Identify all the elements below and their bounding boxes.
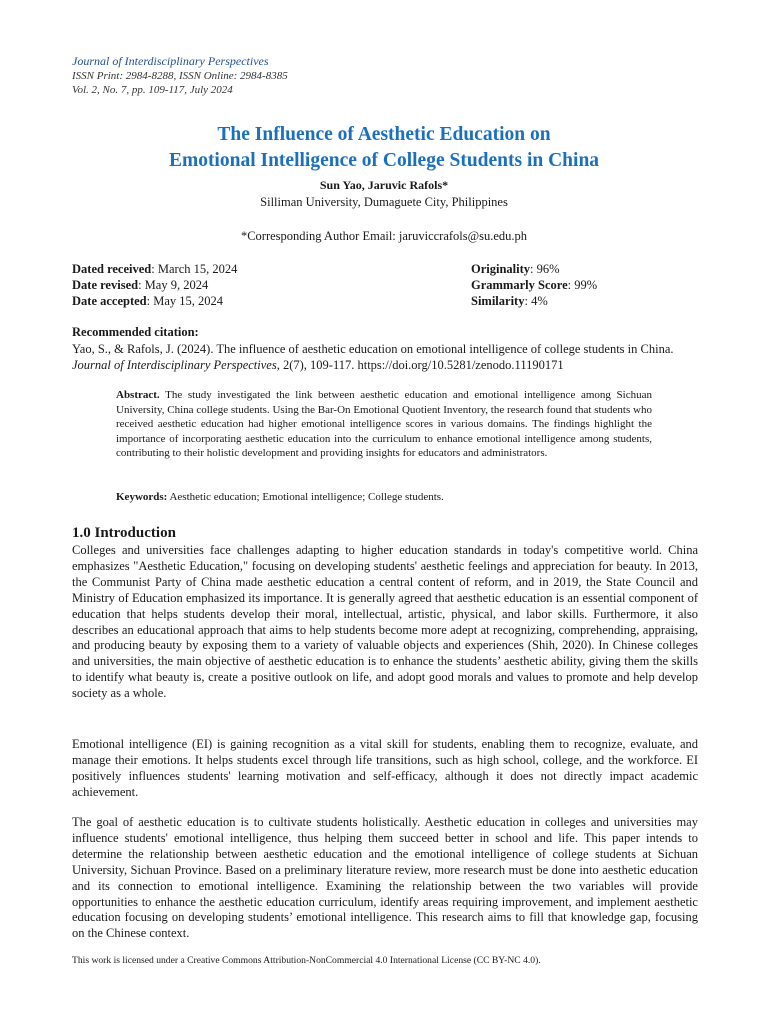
corresponding-author: *Corresponding Author Email: jaruviccrafols@su.edu.ph xyxy=(240,229,528,243)
paper-title xyxy=(60,122,708,174)
grammarly-value: : 99% xyxy=(567,278,598,292)
journal-name: Journal of Interdisciplinary Perspectives xyxy=(72,54,269,68)
grammarly-label: Grammarly Score xyxy=(471,278,568,292)
paper-title-line-2: Emotional Intelligence of College Students in China xyxy=(168,150,600,171)
citation-authors-title: Yao, S., & Rafols, J. (2024). The influence of aesthetic education on emotional intelligence of college students in China. xyxy=(72,342,674,356)
grammarly-score xyxy=(471,277,597,293)
date-accepted-value: : May 15, 2024 xyxy=(146,294,224,308)
intro-paragraph-1: Colleges and universities face challenges adapting to higher education standards in today's competitive world. China emphasizes "Aesthetic Education," focusing on developing students' aesthetic feelings and appreciation for beauty. In 2013, the Communist Party of China made aesthetic education a central content of reform, and in 2019, the State Council and Ministry of Education emphasized its importance. It is generally agreed that aesthetic education is an essential component of education that helps students develop their moral, intellectual, artistic, physical, and labor skills. Furthermore, it also describes an educational approach that aims to help students become more adept at recognizing, comprehending, appraising, and producing beauty by exposing them to a variety of valuable objects and experiences (Shih, 2020). In Chinese colleges and universities, the main objective of aesthetic education is to enhance the students’ aesthetic ability, giving them the skills to identify what beauty is, create a positive outlook on life, and adopt good morals and values to promote and help develop society as a whole. xyxy=(72,543,698,701)
similarity-score xyxy=(471,293,597,309)
submission-dates xyxy=(72,261,237,309)
intro-paragraph-3: The goal of aesthetic education is to cultivate students holistically. Aesthetic education in colleges and universities may influence students' emotional intelligence, thus helping them succeed better in school and life. This paper intends to determine the relationship between aesthetic education and the emotional intelligence of college students at Sichuan University, Sichuan Province. Based on a preliminary literature review, more research must be done into aesthetic education and its connection to emotional intelligence. Examining the relationship between the two variables will provide opportunities to enhance the aesthetic education curriculum, identify areas requiring improvement, and implement aesthetic education focusing on developing students’ emotional intelligence. This research aims to fill that knowledge gap, focusing on the Chinese context. xyxy=(72,815,698,941)
date-accepted xyxy=(72,293,237,309)
originality-label: Originality xyxy=(471,262,531,276)
quality-scores xyxy=(471,261,597,309)
license-footer: This work is licensed under a Creative Commons Attribution-NonCommercial 4.0 International License (CC BY-NC 4.0). xyxy=(72,955,541,966)
paper-title-line-1: The Influence of Aesthetic Education on xyxy=(217,124,551,145)
journal-volume: Vol. 2, No. 7, pp. 109-117, July 2024 xyxy=(72,84,233,96)
citation-label: Recommended citation: xyxy=(72,325,199,339)
abstract-label: Abstract. xyxy=(116,389,160,401)
date-revised xyxy=(72,277,237,293)
date-received-label: Dated received xyxy=(72,262,152,276)
similarity-value: : 4% xyxy=(524,294,548,308)
abstract xyxy=(116,388,652,461)
keywords-label: Keywords: xyxy=(116,491,168,503)
intro-paragraph-2: Emotional intelligence (EI) is gaining recognition as a vital skill for students, enabling them to recognize, evaluate, and manage their emotions. It helps students excel through life transitions, such as high school, college, and the workforce. EI positively influences students' learning motivation and self-efficacy, although it does not directly impact academic achievement. xyxy=(72,737,698,799)
keywords-text: Aesthetic education; Emotional intelligence; College students. xyxy=(167,491,444,503)
authors: Sun Yao, Jaruvic Rafols* xyxy=(319,178,449,192)
abstract-text: The study investigated the link between aesthetic education and emotional intelligence among Sichuan University, China college students. Using the Bar-On Emotional Quotient Inventory, the research found that students who received aesthetic education had higher emotional intelligence scores in various domains. The findings highlight the importance of incorporating aesthetic education into the curriculum to enhance emotional intelligence among students, contributing to their holistic development and providing insights for educators and administrators. xyxy=(116,389,652,460)
originality-value: : 96% xyxy=(530,262,560,276)
section-heading-introduction: 1.0 Introduction xyxy=(72,525,176,541)
journal-header xyxy=(72,54,288,98)
date-revised-value: : May 9, 2024 xyxy=(138,278,209,292)
date-received-value: : March 15, 2024 xyxy=(151,262,238,276)
citation-text xyxy=(72,341,696,373)
similarity-label: Similarity xyxy=(471,294,525,308)
date-accepted-label: Date accepted xyxy=(72,294,147,308)
originality-score xyxy=(471,261,597,277)
citation-doi: , 2(7), 109-117. https://doi.org/10.5281/zenodo.11190171 xyxy=(276,358,564,372)
affiliation: Silliman University, Dumaguete City, Philippines xyxy=(260,195,508,209)
date-revised-label: Date revised xyxy=(72,278,139,292)
date-received xyxy=(72,261,237,277)
citation-journal: Journal of Interdisciplinary Perspectives xyxy=(72,358,277,372)
journal-issn: ISSN Print: 2984-8288, ISSN Online: 2984-8385 xyxy=(72,69,288,82)
keywords xyxy=(116,491,652,503)
